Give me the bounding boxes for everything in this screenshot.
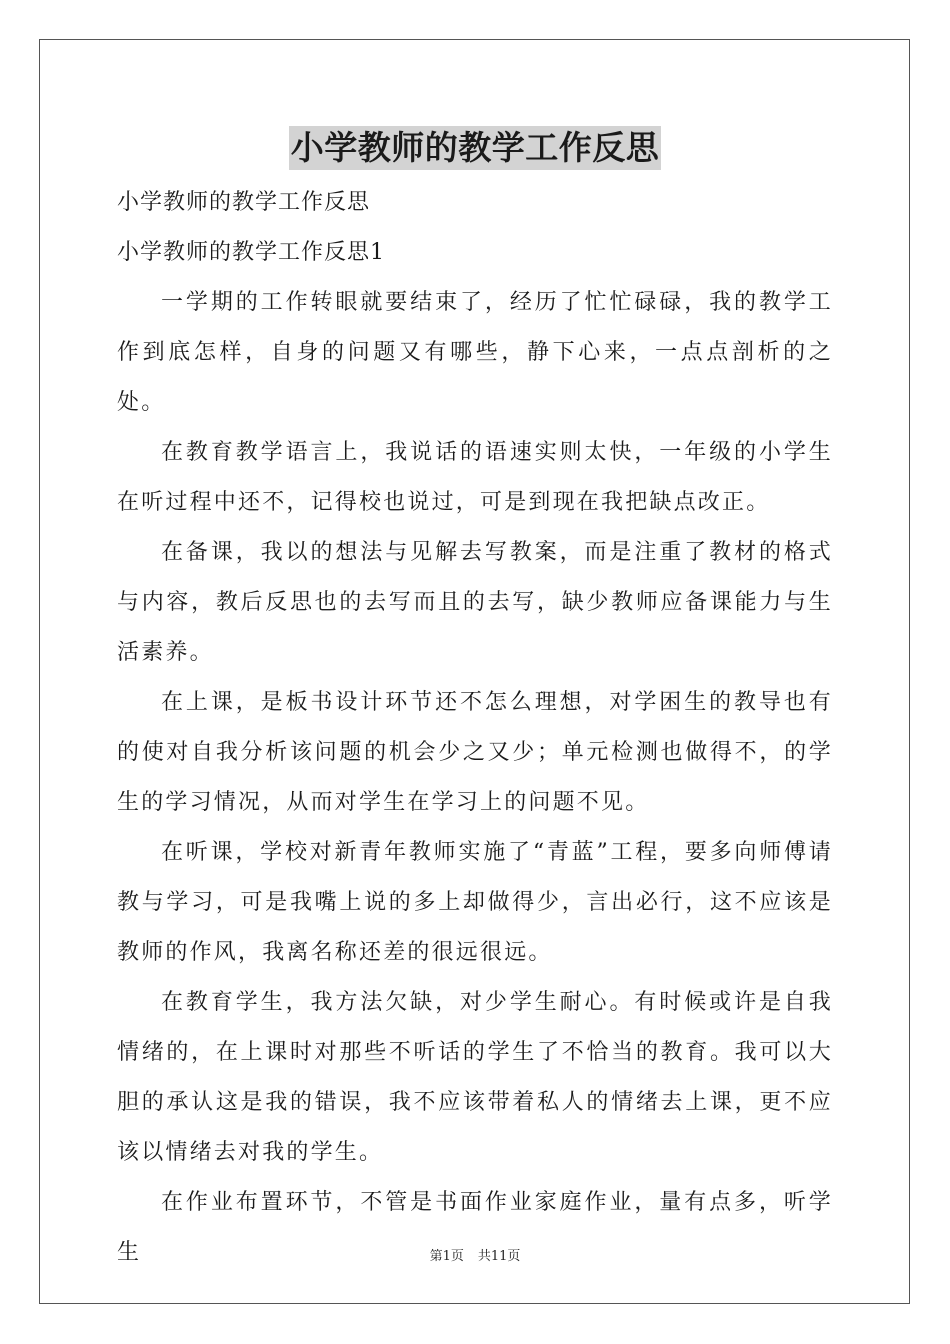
- paragraph: 一学期的工作转眼就要结束了，经历了忙忙碌碌，我的教学工作到底怎样，自身的问题又有哪些，静下心来，一点点剖析的之处。: [117, 290, 833, 415]
- page-footer: [0, 1247, 950, 1267]
- document-body: [117, 178, 833, 1278]
- page-number: 第1页: [429, 1249, 464, 1264]
- document-title: 小学教师的教学工作反思: [289, 126, 662, 170]
- document-subtitle: 小学教师的教学工作反思: [117, 190, 371, 215]
- paragraph: 在作业布置环节，不管是书面作业家庭作业，量有点多，听学生: [117, 1190, 833, 1265]
- paragraph: 在上课，是板书设计环节还不怎么理想，对学困生的教导也有的使对自我分析该问题的机会少之又少；单元检测也做得不，的学生的学习情况，从而对学生在学习上的问题不见。: [117, 690, 833, 815]
- paragraph: 在教育教学语言上，我说话的语速实则太快，一年级的小学生在听过程中还不，记得校也说过，可是到现在我把缺点改正。: [117, 440, 833, 515]
- page-total: 共11页: [477, 1249, 521, 1264]
- section-heading: 小学教师的教学工作反思1: [117, 240, 385, 265]
- paragraph: 在教育学生，我方法欠缺，对少学生耐心。有时候或许是自我情绪的，在上课时对那些不听话的学生了不恰当的教育。我可以大胆的承认这是我的错误，我不应该带着私人的情绪去上课，更不应该以情绪去对我的学生。: [117, 990, 833, 1165]
- title-container: [0, 126, 950, 170]
- paragraph: 在听课，学校对新青年教师实施了“青蓝”工程，要多向师傅请教与学习，可是我嘴上说的多上却做得少，言出必行，这不应该是教师的作风，我离名称还差的很远很远。: [117, 840, 833, 965]
- paragraph: 在备课，我以的想法与见解去写教案，而是注重了教材的格式与内容，教后反思也的去写而且的去写，缺少教师应备课能力与生活素养。: [117, 540, 833, 665]
